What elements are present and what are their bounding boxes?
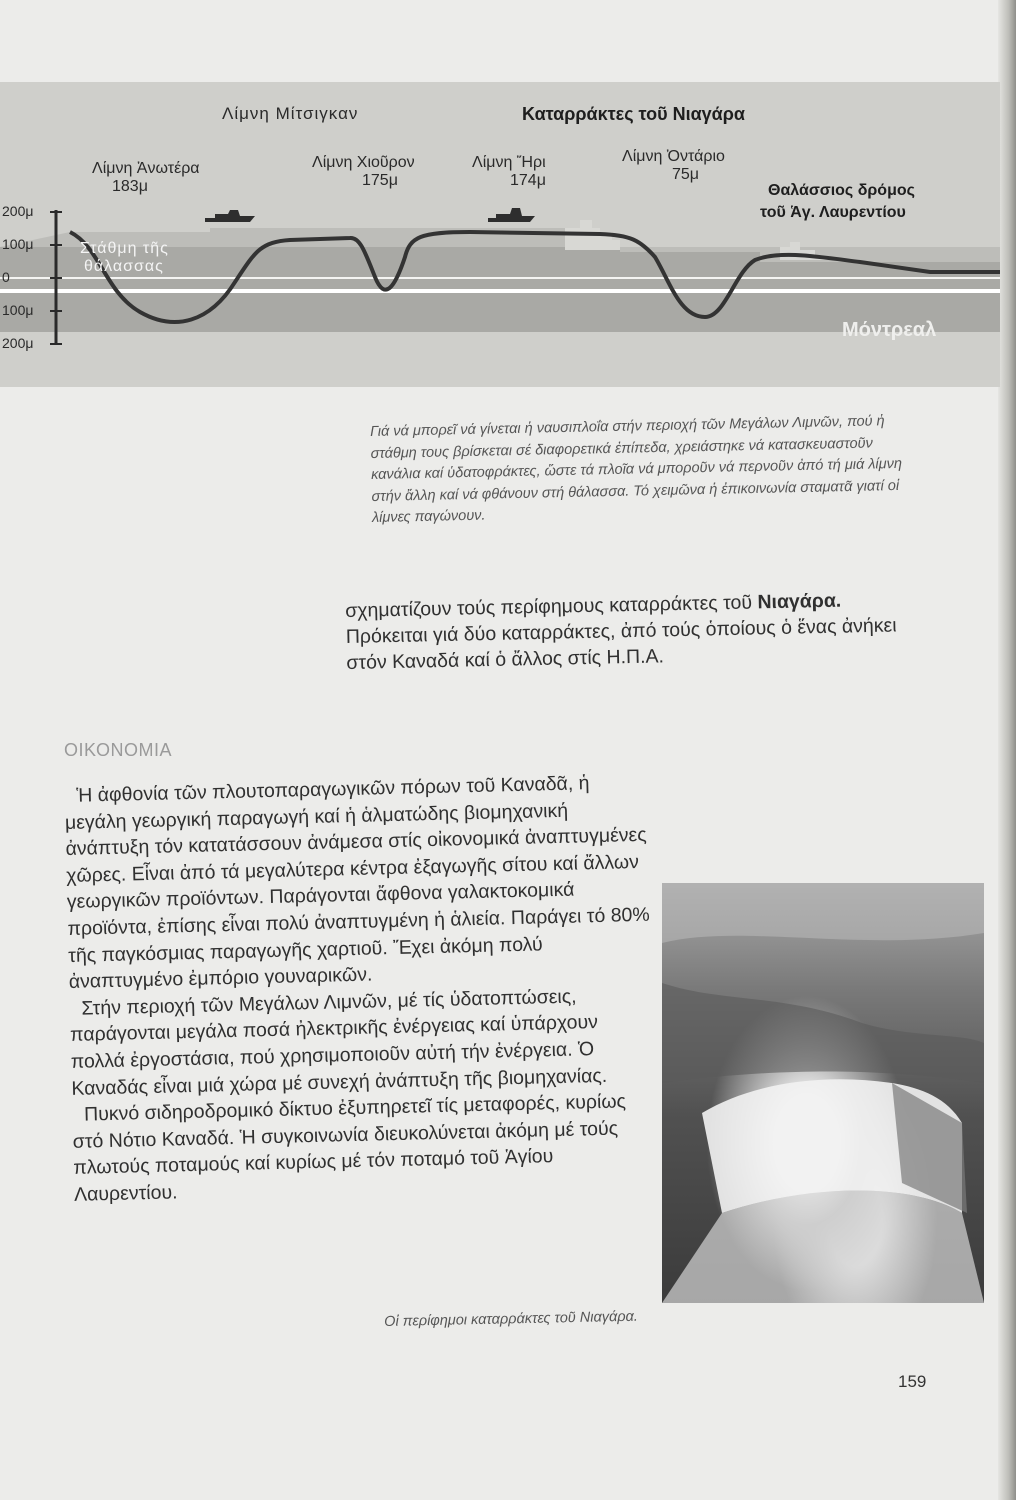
label-lake-erie: Λίμνη Ἤρι bbox=[472, 154, 546, 171]
intro-paragraph bbox=[345, 586, 907, 676]
niagara-falls-photo bbox=[662, 883, 984, 1303]
ship-icon bbox=[488, 208, 535, 222]
section-heading: ΟΙΚΟΝΟΜΙΑ bbox=[64, 740, 172, 760]
label-niagara-falls: Καταρράκτες τοῦ Νιαγάρα bbox=[522, 104, 745, 124]
economy-body-text bbox=[64, 769, 659, 1209]
label-seaway-line2: τοῦ Ἁγ. Λαυρεντίου bbox=[760, 204, 906, 221]
label-lake-superior: Λίμνη Ἀνωτέρα bbox=[92, 160, 200, 177]
scale-label: 100μ bbox=[2, 302, 34, 318]
photo-caption: Οἱ περίφημοι καταρράκτες τοῦ Νιαγάρα. bbox=[384, 1308, 639, 1330]
label-seaway-line1: Θαλάσσιος δρόμος bbox=[768, 182, 915, 199]
label-lake-erie-alt: 174μ bbox=[510, 172, 546, 189]
label-lake-superior-alt: 183μ bbox=[112, 178, 148, 195]
scale-label: 200μ bbox=[2, 203, 34, 219]
page-number: 159 bbox=[898, 1372, 927, 1391]
label-lake-huron: Λίμνη Χιοῦρον bbox=[312, 154, 415, 171]
scale-label: 0 bbox=[2, 269, 10, 285]
label-sea-level-line1: Στάθμη τῆς bbox=[80, 240, 169, 257]
scale-label: 100μ bbox=[2, 236, 34, 252]
body-paragraph: Στήν περιοχή τῶν Μεγάλων Λιμνῶν, μέ τίς ὑδατοπτώσεις, παράγονται μεγάλα ποσά ἠλεκτρικῆς ἐνέργειας καί ὑπάρχουν πολλά ἐργοστάσια, πού χρησιμοποιοῦν αὐτή τήν ἐνέργεια. Ὁ Καναδάς εἶναι μιά χώρα μέ συνεχή ἀνάπτυξη τῆς βιομηχανίας. bbox=[69, 985, 608, 1100]
intro-text-after: Πρόκειται γιά δύο καταρράκτες, ἀπό τούς ὁποίους ὁ ἕνας ἀνήκει στόν Καναδά καί ὁ ἄλλος στίς Η.Π.Α. bbox=[345, 614, 897, 674]
label-montreal: Μόντρεαλ bbox=[842, 319, 937, 341]
ship-icon bbox=[205, 210, 255, 222]
label-lake-ontario-alt: 75μ bbox=[672, 166, 700, 183]
upper-guide-line bbox=[0, 277, 1000, 279]
label-sea-level-line2: θάλασσας bbox=[84, 258, 164, 275]
intro-text-before: σχηματίζουν τούς περίφημους καταρράκτες τοῦ bbox=[345, 591, 758, 622]
diagram-caption: Γιά νά μπορεῖ νά γίνεται ἡ ναυσιπλοΐα στήν περιοχή τῶν Μεγάλων Λιμνῶν, πού ἡ στάθμη τους βρίσκεται σέ διαφορετικά ἐπίπεδα, χρειάστηκε νά κατασκευαστοῦν κανάλια καί ὑδατοφράκτες, ὥστε τά πλοῖα νά μποροῦν νά περνοῦν ἀπό τή μιά λίμνη στήν ἄλλη καί νά φθάνουν στή θάλασσα. Τό χειμῶνα ἡ ἐπικοινωνία σταματᾶ γιατί οἱ λίμνες παγώνουν. bbox=[370, 413, 903, 526]
label-lake-michigan: Λίμνη Μίτσιγκαν bbox=[222, 104, 359, 123]
page-edge-shadow bbox=[998, 0, 1016, 1500]
intro-bold-term: Νιαγάρα. bbox=[757, 589, 842, 614]
label-lake-huron-alt: 175μ bbox=[362, 172, 398, 189]
body-paragraph: Πυκνό σιδηροδρομικό δίκτυο ἐξυπηρετεῖ τίς μεταφορές, κυρίως στό Νότιο Καναδά. Ἡ συγκοινωνία διευκολύνεται ἀκόμη μέ τούς πλωτούς ποταμούς καί κυρίως μέ τόν ποταμό τοῦ Ἁγίου Λαυρεντίου. bbox=[72, 1090, 627, 1206]
photo-graphic bbox=[662, 883, 984, 1303]
body-paragraph: Ἡ ἀφθονία τῶν πλουτοπαραγωγικῶν πόρων τοῦ Καναδᾶ, ἡ μεγάλη γεωργική παραγωγή καί ἡ ἁλματώδης βιομηχανική ἀνάπτυξη τόν κατατάσσουν ἀνάμεσα στίς οἰκονομικά ἀναπτυγμένες χῶρες. Εἶναι ἀπό τά μεγαλύτερα κέντρα ἐξαγωγῆς σίτου καί ἄλλων γεωργικῶν προϊόντων. Παράγονται ἄφθονα γαλακτοκομικά προϊόντα, ἐπίσης εἶναι πολύ ἀναπτυγμένη ἡ ἁλιεία. Παράγει τό 80% τῆς παγκόσμιας παραγωγῆς χαρτιοῦ. Ἔχει ἀκόμη πολύ ἀναπτυγμένο ἐμπόριο γουναρικῶν. bbox=[64, 772, 650, 994]
label-lake-ontario: Λίμνη Ὀντάριο bbox=[622, 148, 725, 165]
great-lakes-profile-diagram bbox=[0, 82, 1000, 387]
scale-label: 200μ bbox=[2, 335, 34, 351]
sea-level-line bbox=[0, 289, 1000, 293]
